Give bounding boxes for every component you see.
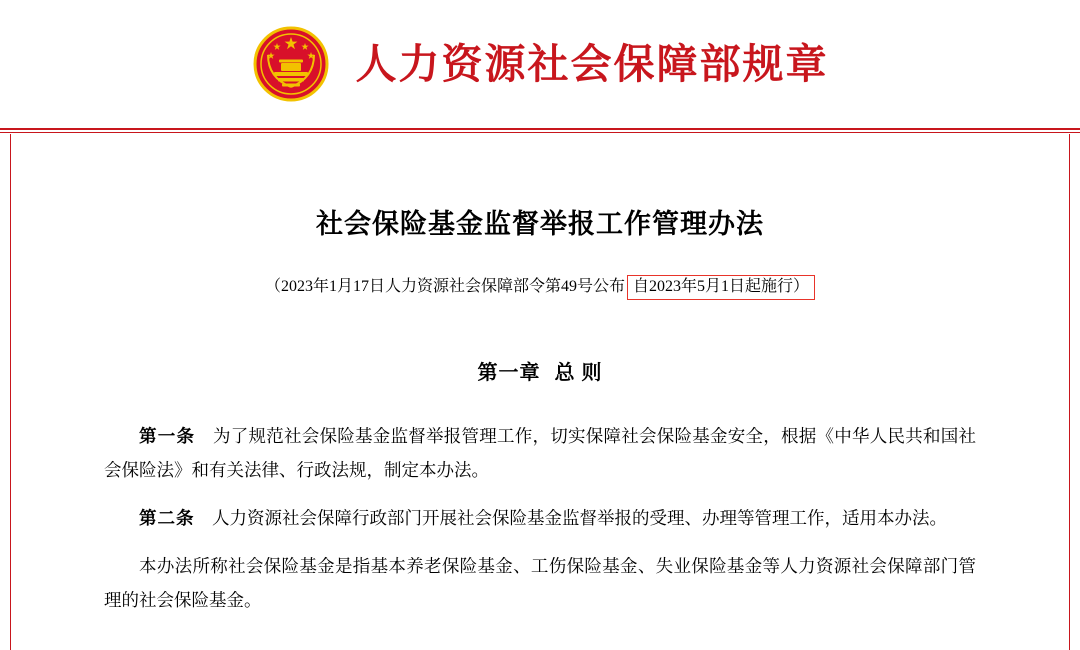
chapter-number: 第一章 xyxy=(477,361,541,384)
promulgation-line xyxy=(104,273,976,300)
article-text: 为了规范社会保险基金监督举报管理工作，切实保障社会保险基金安全，根据《中华人民共和国社会保险法》和有关法律、行政法规，制定本办法。 xyxy=(104,425,976,480)
divider-thick-line xyxy=(0,128,1080,130)
effective-date-highlight: 自2023年5月1日起施行） xyxy=(627,275,815,300)
masthead-divider xyxy=(0,128,1080,134)
masthead-title: 人力资源社会保障部规章 xyxy=(355,40,829,87)
article-paragraph xyxy=(104,549,976,617)
right-border-rule xyxy=(1069,134,1070,650)
article-paragraph xyxy=(104,501,976,535)
chapter-heading xyxy=(104,356,976,385)
chapter-name: 总 则 xyxy=(554,361,603,384)
article-paragraph xyxy=(104,419,976,487)
china-national-emblem-icon xyxy=(252,25,330,103)
article-text: 人力资源社会保障行政部门开展社会保险基金监督举报的受理、办理等管理工作，适用本办法。 xyxy=(194,507,947,528)
masthead xyxy=(0,0,1080,128)
article-text: 本办法所称社会保险基金是指基本养老保险基金、工伤保险基金、失业保险基金等人力资源社会保障部门管理的社会保险基金。 xyxy=(104,555,976,611)
document-body xyxy=(0,202,1080,617)
article-label: 第二条 xyxy=(139,507,195,528)
promulgation-text: （2023年1月17日人力资源社会保障部令第49号公布 xyxy=(264,278,625,295)
article-label: 第一条 xyxy=(139,425,196,446)
page-title: 社会保险基金监督举报工作管理办法 xyxy=(316,209,764,239)
divider-thin-line xyxy=(0,132,1080,133)
left-border-rule xyxy=(10,134,11,650)
